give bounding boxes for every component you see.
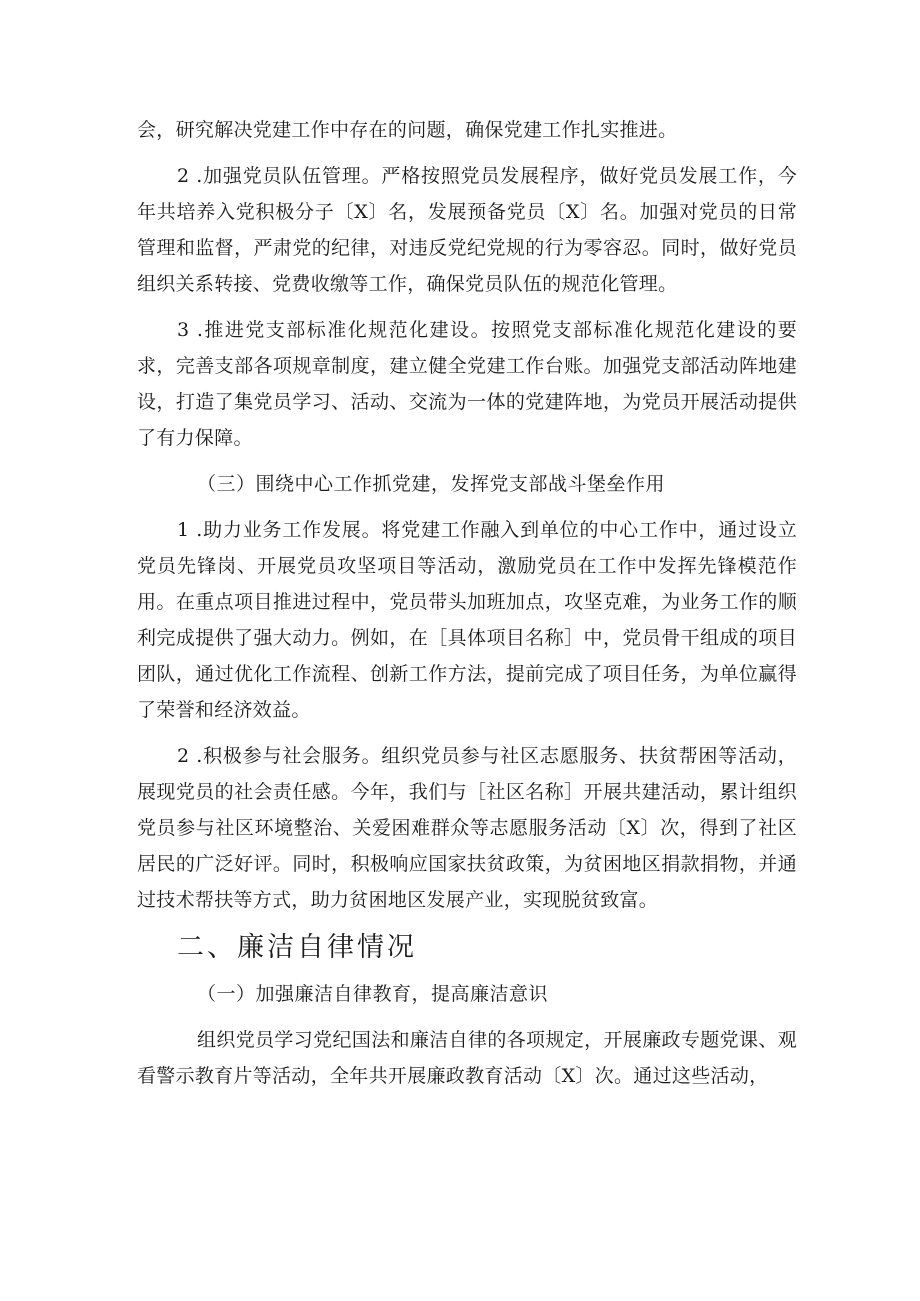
document-page (137, 112, 797, 1104)
paragraph-social-service: 2 .积极参与社会服务。组织党员参与社区志愿服务、扶贫帮困等活动，展现党员的社会责任感。今年，我们与［社区名称］开展共建活动，累计组织党员参与社区环境整治、关爱困难群众等志愿服务活动〔X〕次，得到了社区居民的广泛好评。同时，积极响应国家扶贫政策，为贫困地区捐款捐物，并通过技术帮扶等方式，助力贫困地区发展产业，实现脱贫致富。 (137, 745, 797, 911)
section-heading-integrity: 二、廉洁自律情况 (177, 932, 417, 963)
paragraph-business-development: 1 .助力业务工作发展。将党建工作融入到单位的中心工作中，通过设立党员先锋岗、开展党员攻坚项目等活动，激励党员在工作中发挥先锋模范作用。在重点项目推进过程中，党员带头加班加点，攻坚克难，为业务工作的顺利完成提供了强大动力。例如，在［具体项目名称］中，党员骨干组成的项目团队，通过优化工作流程、创新工作方法，提前完成了项目任务，为单位赢得了荣誉和经济效益。 (137, 519, 797, 721)
subheading-integrity-education: （一）加强廉洁自律教育，提高廉洁意识 (197, 983, 549, 1005)
paragraph-continuation: 会，研究解决党建工作中存在的问题，确保党建工作扎实推进。 (137, 119, 678, 141)
paragraph-party-member-management: 2 .加强党员队伍管理。严格按照党员发展程序，做好党员发展工作，今年共培养入党积极分子〔X〕名，发展预备党员〔X〕名。加强对党员的日常管理和监督，严肃党的纪律，对违反党纪党规的行为零容忍。同时，做好党员组织关系转接、党费收缴等工作，确保党员队伍的规范化管理。 (137, 165, 797, 295)
subheading-central-work: （三）围绕中心工作抓党建，发挥党支部战斗堡垒作用 (197, 473, 666, 495)
paragraph-branch-standardization: 3 .推进党支部标准化规范化建设。按照党支部标准化规范化建设的要求，完善支部各项规章制度，建立健全党建工作台账。加强党支部活动阵地建设，打造了集党员学习、活动、交流为一体的党建阵地，为党员开展活动提供了有力保障。 (137, 319, 797, 449)
paragraph-integrity-activities: 组织党员学习党纪国法和廉洁自律的各项规定，开展廉政专题党课、观看警示教育片等活动，全年共开展廉政教育活动〔X〕次。通过这些活动， (137, 1029, 797, 1087)
